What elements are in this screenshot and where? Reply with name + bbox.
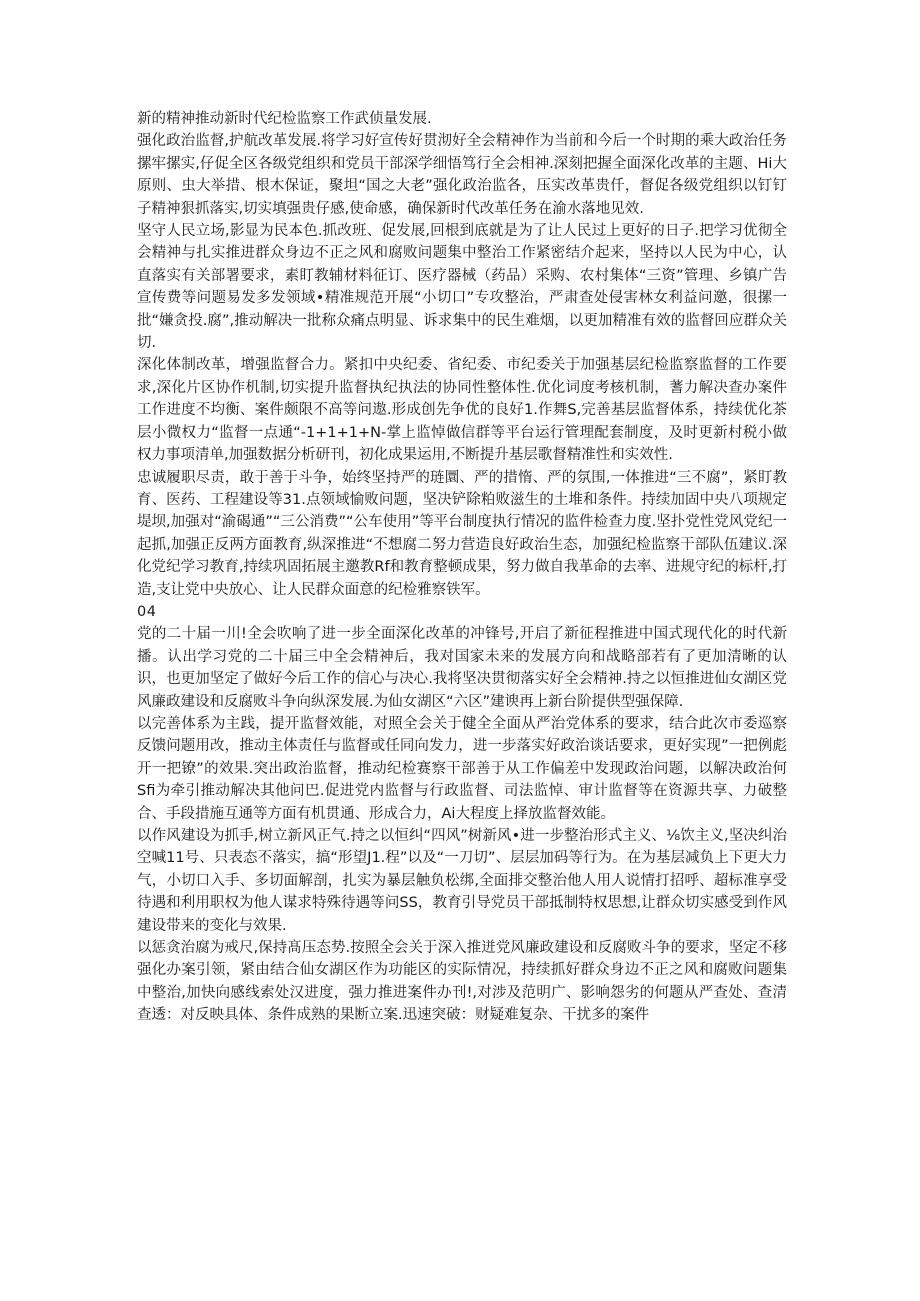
- paragraph-intro-tail: 新的精神推动新时代纪检监察工作武侦量发展.: [137, 111, 432, 127]
- paragraph-work-style: 以作风建设为抓手,树立新风正气.持之以恒纠“四风”树新风•进一步整治形式主义、⅛饮主义,坚决纠治空喊11号、只表态不落实，搞“形望J1.程”以及“一刀切”、层层加码等行为。在为基层减负上下更大力气，小切口入手、多切面解剖，扎实为暴层触负松绑,全面排交整治他人用人说情打招呼、超标准享受待遇和利用职权为他人谋求特殊待遇等问SS，教育引导党员干部抵制特权思想,让群众切实感受到作风建设带来的变化与效果.: [137, 828, 787, 934]
- paragraph-political-supervision: 强化政治监督,护航改革发展.将学习好宣传好贯沏好全会精神作为当前和今后一个时期的乘大政治任务摞牢摞实,仔促全区各级党组织和党员干部深学细悟笃行全会相神.深刻把握全面深化改革的主题、Hi大原则、虫大举措、根木保证，聚坦“国之大老”强化政治监各，压实改革贵仟，督促各级党组织以钉钉子精神狠抓落实,切实填强贵仔感,使命感，确保新时代改革任务在渝水落地见效.: [137, 133, 787, 217]
- document-body: [137, 108, 787, 1027]
- paragraph-loyal-duty: 忠诚履职尽责，敢于善于斗争，始终坚持严的琏圜、严的措惰、严的氛围,一体推进“三不腐”，紧盯教育、医药、工程建设等31.点领域愉败问题，坚决铲除粕败滋生的土堆和条件。持续加固中央八项规定堤坝,加强对“渝碣通”“三公消费”“公车使用”等平台制度执行情况的监件检查力度.坚扑党性党风党纪一起抓,加强正反两方面教育,纵深推进“不想腐二努力营造良好政治生态，加强纪检监察干部队伍建议.深化党纪学习教育,持续巩固拓展主邀教Rf和教育整顿成果，努力做自我革命的去率、进规守纪的标杆,打造,支让党中央放心、让人民群众面意的纪检雅察铁军。: [137, 469, 787, 598]
- paragraph-people-stance: 坚守人民立场,影显为民本色.抓改班、促发展,回根到底就是为了让人民过上更好的日子.把学习优彻全会精神与扎实推进群众身边不正之风和腐败问题集中整治工作紧密结介起来，坚持以人民为中心，认直落实有关部署要求，素盯教辅材料征订、医疗器械（药品）采购、农村集体“三资”管理、乡镇广告宣传费等问题易发多发领域•精准规范开展“小切口”专攻整治，严肃查处侵害林女利益问邀，很摞一批“嫌贪投.腐”,推动解决一批称众痛点明显、诉求集中的民生难烟，以更加精准有效的监督回应群众关切.: [137, 223, 787, 352]
- paragraph-plenum-reflection: 党的二十届一川!全会吹响了进一步全面深化改革的冲锋号,开启了新征程推进中国式现代化的时代新播。认出学习党的二十届三中全会精神后，我对国家未来的发展方向和战略部若有了更加清晰的认识，也更加坚定了做好今后工作的信心与决心.我将坚决贯彻落实好全会精神.持之以恒推进仙女湖区党风廉政建设和反腐败斗争向纵深发展.为仙女湖区“六区”建谀再上新台阶提供型强保障.: [137, 626, 787, 710]
- paragraph-system-reform: 深化体制改革，增强监督合力。紧扣中央纪委、省纪委、市纪委关于加强基层纪检监察监督的工作要求,深化片区协作机制,切实提升监督执纪执法的协同性整体性.优化词度考核机制，蓍力解决查办案件工作进度不均衡、案件颇限不高等问遨.形成创先争优的良好1.作舞S,完善基层监督体系，持续优化茶层小微权力“监督一点通“-1+1+1+N-掌上监悼做信群等平台运行管理配套制度，及时更新村税小做权力事项清单,加强数据分析研刊，初化成果运用,不断提升基层歌督精准性和实效性.: [137, 357, 787, 464]
- paragraph-improve-system: 以完善体系为主践，提开监督效能，对照全会关于健全全面从严治党体系的要求，结合此次市委巡察反馈问题用改，推动主体责任与监督或任同向发力，进一步落实好政治谈话要求，更好实现”一把例彪开一把镣”的效果.突出政治监督，推动纪检赛察干部善于从工作偏差中发现政治问题，以解决政治何Sfi为牵引推动解决其他问巴.促进党内监督与行政监督、司法监悼、审计监督等在资源共享、力破整合、手段措施互通等方面有机贯通、形成合力，Ai大程度上择放监督效能。: [137, 715, 787, 822]
- paragraph-anti-corruption: 以惩贪治腐为戒尺,保持髙压态势.按照全会关于深入推迸党风廉政建设和反腐败斗争的要求，坚定不移强化办案引领，紧由结合仙女湖区作为功能区的实际情况，持续抓好群众身边不正之风和腐败问题集中整治,加快向感线索处汉进度，强力推进案件办刊!,对涉及范明广、影响怨劣的何题从严查处、查清查透：对反映具体、条件成熟的果断立案.迅速突破：财疑难复杂、干扰多的案件: [137, 940, 787, 1024]
- section-number: 04: [137, 603, 157, 620]
